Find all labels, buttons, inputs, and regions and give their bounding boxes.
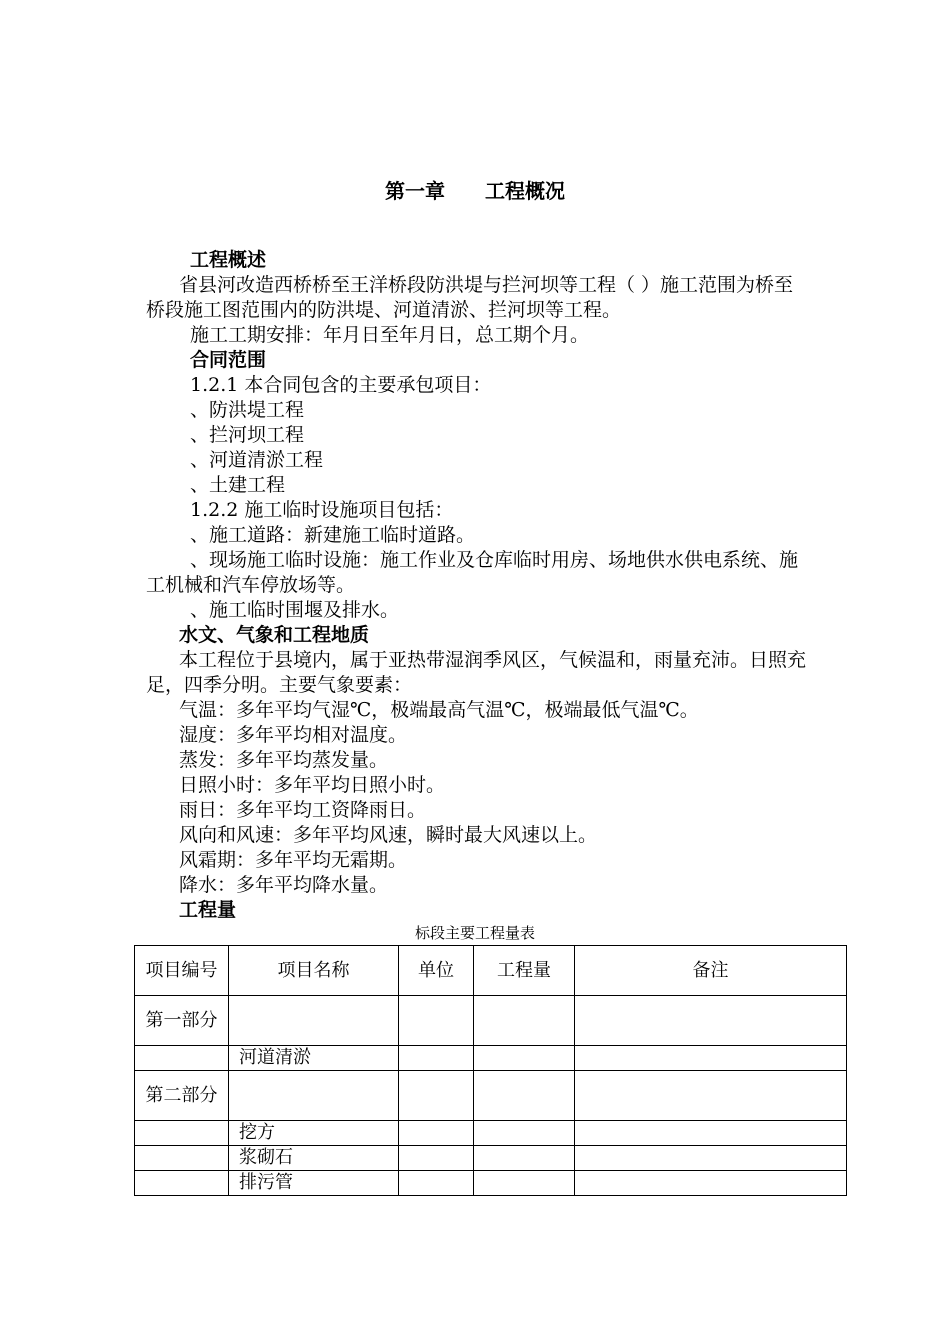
temp-item: 、施工道路：新建施工临时道路。 [190,524,476,546]
cell-remarks [575,996,847,1046]
header-item-name: 项目名称 [229,946,399,996]
table-row [135,1121,847,1146]
header-unit: 单位 [399,946,474,996]
table-row [135,1046,847,1071]
cell-remarks [575,1146,847,1171]
scope-item: 、土建工程 [190,474,286,496]
cell-quantity [474,996,575,1046]
cell-item-no [135,1046,229,1071]
cell-quantity [474,1046,575,1071]
cell-item-name: 挖方 [229,1121,399,1146]
cell-unit [399,1171,474,1196]
quantities-table [134,945,847,1196]
climate-item: 降水：多年平均降水量。 [179,874,389,896]
cell-unit [399,1071,474,1121]
scope-1-2-1: 1.2.1 本合同包含的主要承包项目： [190,374,492,396]
cell-item-name [229,1071,399,1121]
heading-contract-scope: 合同范围 [190,349,267,371]
climate-item: 湿度：多年平均相对温度。 [179,724,408,746]
paragraph-schedule: 施工工期安排：年月日至年月日，总工期个月。 [190,324,590,346]
cell-remarks [575,1121,847,1146]
cell-quantity [474,1171,575,1196]
scope-item: 、防洪堤工程 [190,399,305,421]
climate-item: 蒸发：多年平均蒸发量。 [179,749,389,771]
cell-unit [399,1121,474,1146]
scope-item: 、河道清淤工程 [190,449,324,471]
header-remarks: 备注 [575,946,847,996]
table-row [135,1171,847,1196]
cell-item-no [135,1121,229,1146]
cell-unit [399,996,474,1046]
cell-remarks [575,1171,847,1196]
cell-item-no [135,1146,229,1171]
cell-item-no: 第二部分 [135,1071,229,1121]
cell-unit [399,1046,474,1071]
climate-item: 雨日：多年平均工资降雨日。 [179,799,427,821]
heading-overview: 工程概述 [190,249,267,271]
cell-quantity [474,1071,575,1121]
cell-item-name [229,996,399,1046]
table-header-row [135,946,847,996]
cell-item-no [135,1171,229,1196]
scope-1-2-2: 1.2.2 施工临时设施项目包括： [190,499,454,521]
climate-item: 风霜期：多年平均无霜期。 [179,849,408,871]
climate-item: 日照小时：多年平均日照小时。 [179,774,446,796]
cell-quantity [474,1121,575,1146]
paragraph-overview: 省县河改造西桥桥至王洋桥段防洪堤与拦河坝等工程（ ）施工范围为桥至桥段施工图范围内的防洪堤、河道清淤、拦河坝等工程。 [146,274,794,321]
climate-item: 气温：多年平均气湿℃，极端最高气温℃，极端最低气温℃。 [179,699,699,721]
cell-item-name: 河道清淤 [229,1046,399,1071]
header-item-no: 项目编号 [135,946,229,996]
heading-quantities: 工程量 [179,899,237,921]
cell-item-no: 第一部分 [135,996,229,1046]
table-caption: 标段主要工程量表 [414,926,535,942]
paragraph-hydrology: 本工程位于县境内，属于亚热带湿润季风区，气候温和，雨量充沛。日照充足，四季分明。主要气象要素： [146,649,807,696]
cell-remarks [575,1046,847,1071]
table-row [135,1146,847,1171]
climate-item: 风向和风速：多年平均风速，瞬时最大风速以上。 [179,824,598,846]
cell-item-name: 浆砌石 [229,1146,399,1171]
temp-item: 、施工临时围堰及排水。 [190,599,400,621]
chapter-title: 第一章 工程概况 [385,179,565,203]
scope-item: 、拦河坝工程 [190,424,305,446]
temp-item: 、现场施工临时设施：施工作业及仓库临时用房、场地供水供电系统、施工机械和汽车停放场等。 [146,549,799,596]
document-body [146,248,806,923]
table-row [135,996,847,1046]
cell-quantity [474,1146,575,1171]
table-row [135,1071,847,1121]
cell-remarks [575,1071,847,1121]
heading-hydrology: 水文、气象和工程地质 [179,624,370,646]
cell-item-name: 排污管 [229,1171,399,1196]
header-quantity: 工程量 [474,946,575,996]
cell-unit [399,1146,474,1171]
